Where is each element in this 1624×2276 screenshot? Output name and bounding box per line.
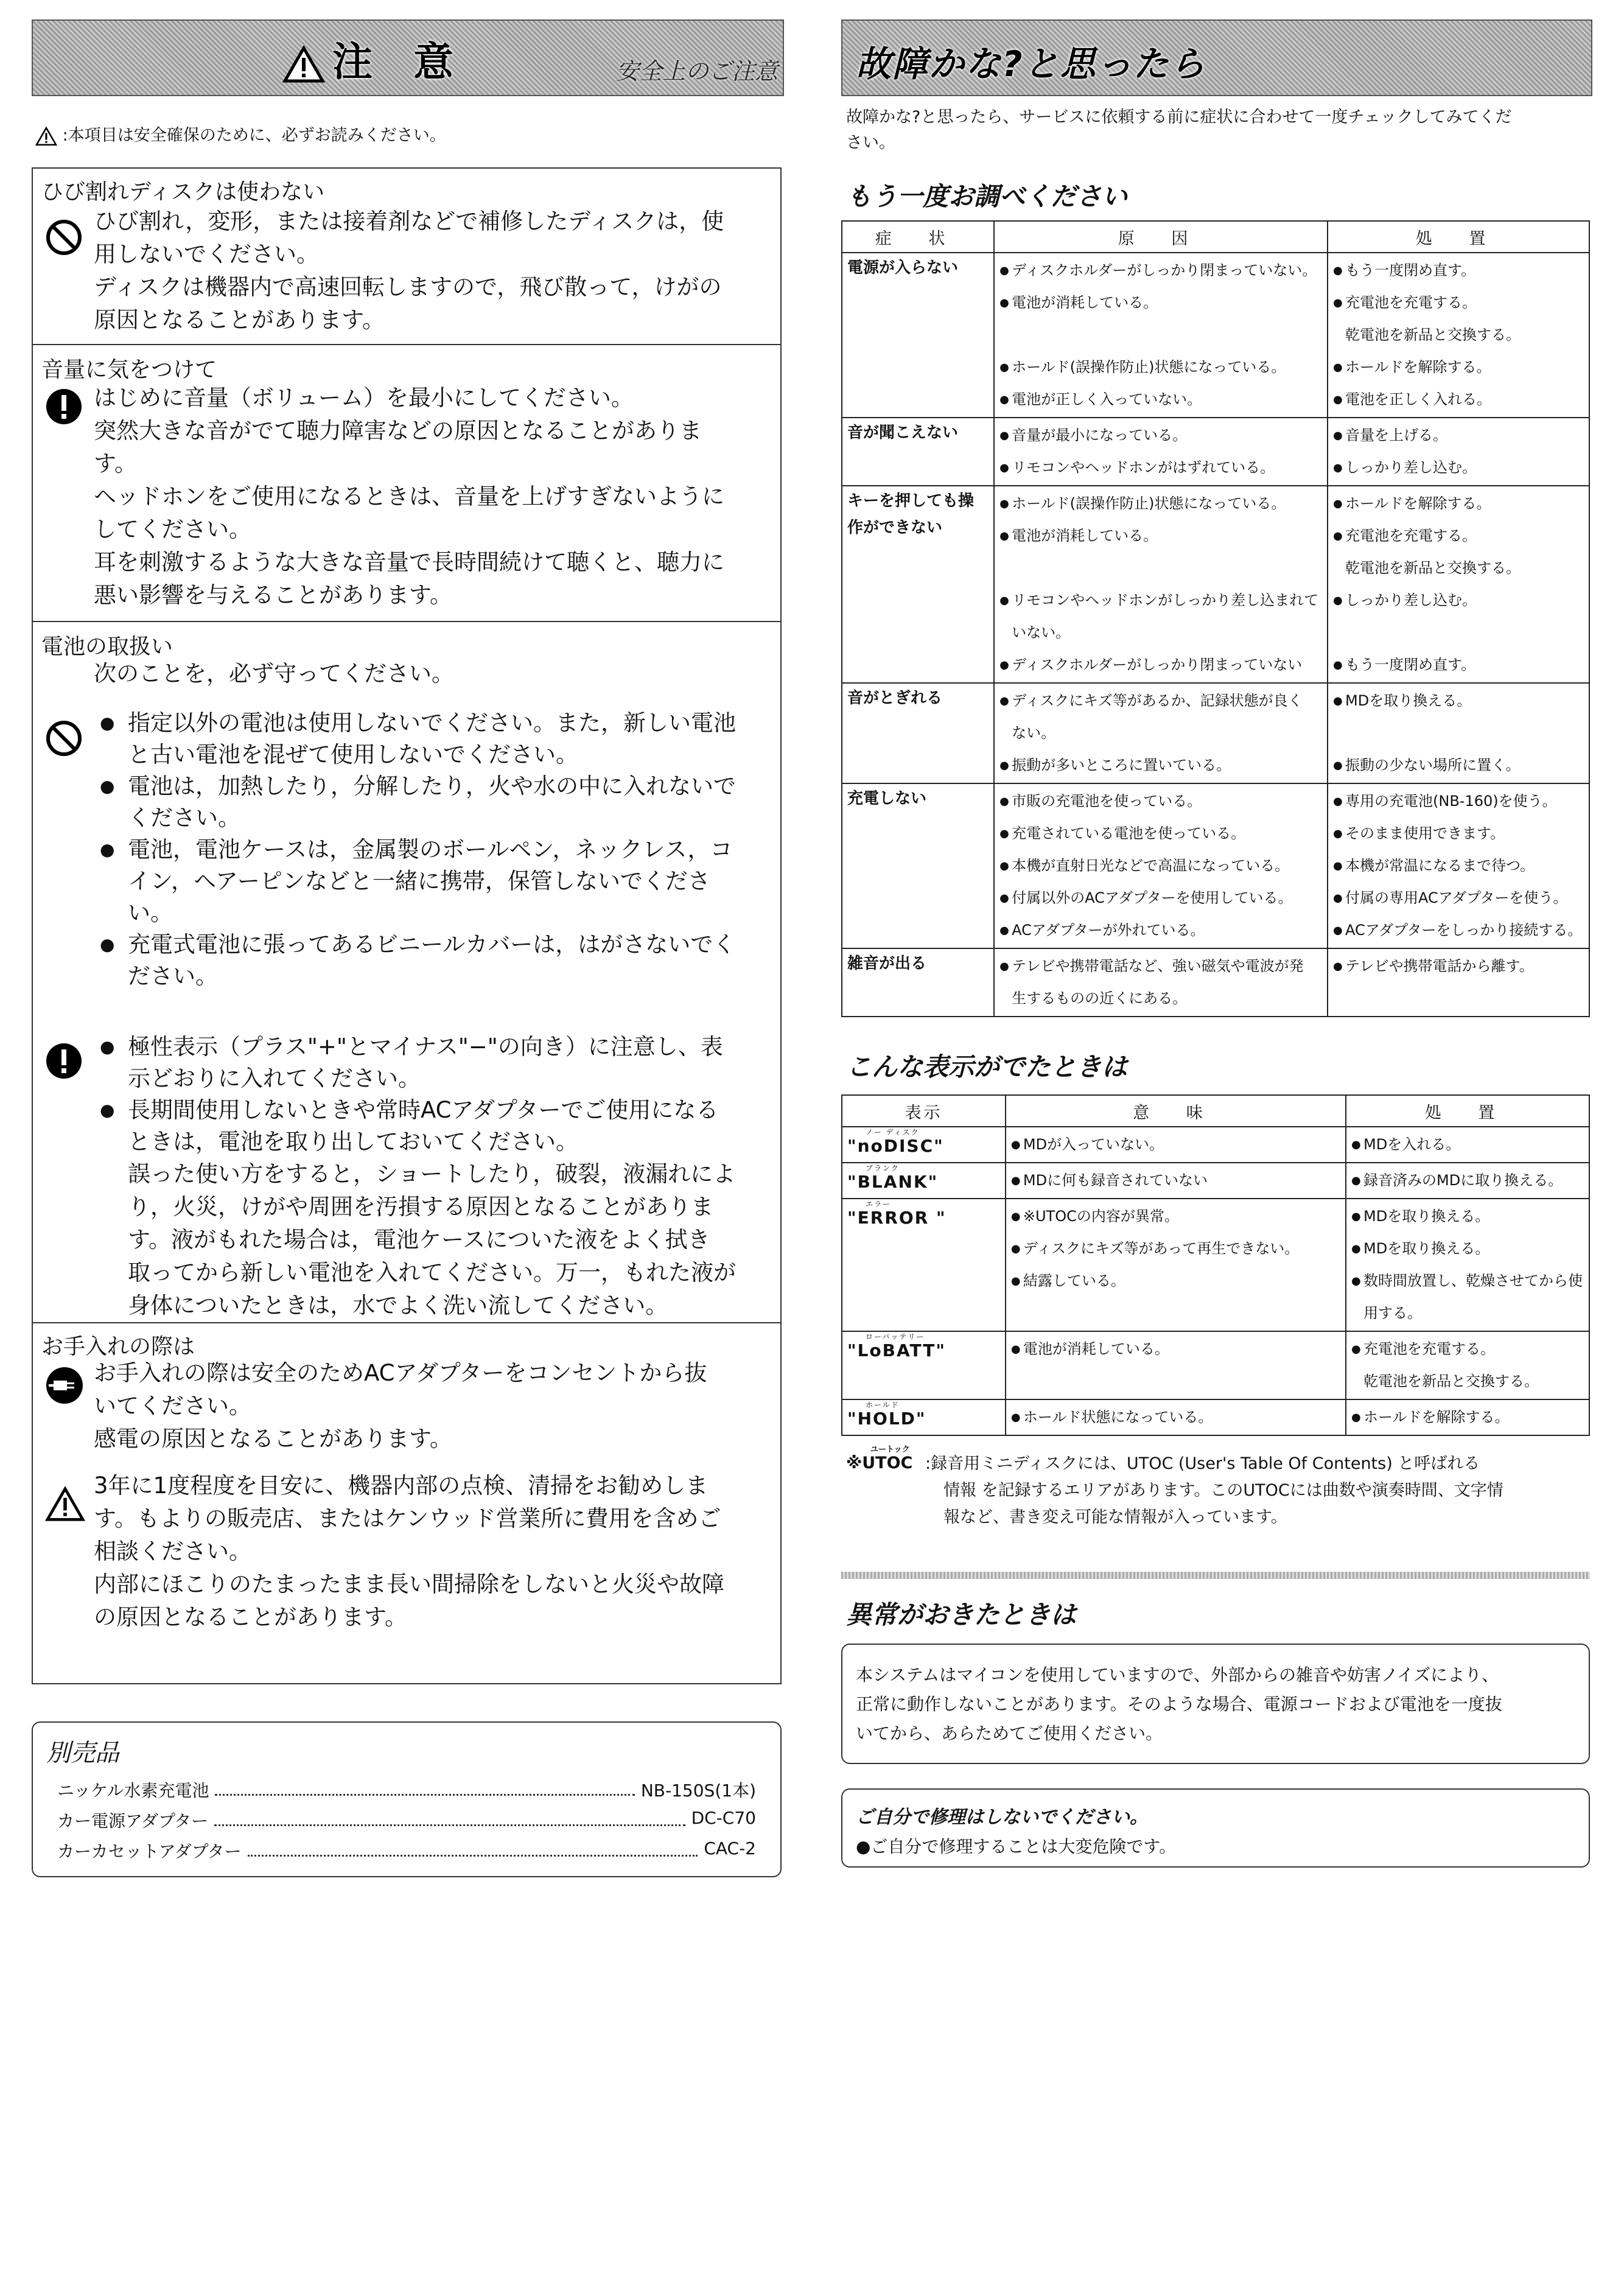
table-row: [842, 948, 1589, 1017]
display-heading: こんな表示がでたときは: [846, 1052, 1128, 1082]
divider: [841, 1572, 1590, 1579]
symptom-text: 音が聞こえない: [847, 424, 959, 442]
remedy-text: ● 本機が常温になるまで待つ。: [1333, 850, 1584, 882]
cause-cell: [994, 783, 1328, 948]
remedy-text: ● ホールドを解除する。: [1351, 1401, 1584, 1434]
body-line: の原因となることがあります。: [94, 1604, 408, 1630]
remedy-cell: [1346, 1127, 1589, 1163]
check-heading: もう一度お調べください: [846, 181, 1128, 211]
accessory-model: CAC-2: [704, 1838, 756, 1858]
table-row: [842, 1331, 1589, 1399]
cause-text: ● ディスクにキズ等があるか、記録状態が良く: [999, 685, 1322, 717]
cause-cell: [994, 418, 1328, 486]
cause-text: いない。: [1012, 624, 1071, 641]
meaning-text: ● MDが入っていない。: [1011, 1129, 1340, 1161]
body-line: ディスクは機器内で高速回転しますので，飛び散って，けがの: [94, 274, 722, 300]
body-line: お手入れの際は安全のためACアダプターをコンセントから抜: [94, 1360, 707, 1386]
remedy-text: 乾電池を新品と交換する。: [1363, 1373, 1539, 1390]
warning-triangle-icon: [45, 1486, 85, 1522]
ruby-text: ノー ディスク: [866, 1128, 920, 1136]
cause-text: ない。: [1012, 724, 1056, 741]
table-row: [842, 1163, 1589, 1199]
list-line: ● 充電式電池に張ってあるビニールカバーは，はがさないでく: [128, 931, 736, 958]
cause-text: 生するものの近くにある。: [1012, 990, 1188, 1007]
warning-triangle-icon: [282, 46, 325, 83]
list-item: [100, 929, 775, 992]
cause-text: ● ホールド(誤操作防止)状態になっている。: [999, 488, 1322, 520]
ruby-text: ローバッテリー: [866, 1332, 925, 1341]
cause-text: ● 本機が直射日光などで高温になっている。: [999, 850, 1322, 882]
accessory-model: NB-150S(1本): [640, 1781, 756, 1801]
table-row: [842, 418, 1589, 486]
caution-box: [32, 167, 782, 1684]
list-item: [100, 707, 775, 771]
remedy-text: ● 振動の少ない場所に置く。: [1333, 749, 1584, 782]
meaning-text: ● MDに何も録音されていない: [1011, 1164, 1340, 1197]
remedy-text: ● 充電池を充電する。: [1333, 520, 1584, 552]
accessory-model: DC-C70: [691, 1808, 756, 1828]
meaning-cell: [1006, 1127, 1346, 1163]
list-line: ● 電池は，加熱したり，分解したり，火や水の中に入れないで: [128, 773, 736, 799]
remedy-cell: [1328, 683, 1589, 783]
cause-cell: [994, 486, 1328, 683]
remedy-text: 乾電池を新品と交換する。: [1345, 559, 1521, 576]
remedy-text: ● しっかり差し込む。: [1333, 584, 1584, 617]
utoc-text: [925, 1451, 1589, 1531]
section-title: 音量に気をつけて: [41, 357, 217, 382]
cause-cell: [994, 948, 1328, 1017]
column-header: 処 置: [1346, 1095, 1589, 1127]
body-line: いてください。: [94, 1393, 251, 1419]
list-line: と古い電池を混ぜて使用しないでください。: [128, 741, 578, 768]
troubleshooting-intro: [846, 105, 1589, 156]
body-line: 用しないでください。: [94, 241, 319, 267]
meaning-cell: [1006, 1331, 1346, 1399]
prohibition-icon: [45, 219, 83, 256]
prohibition-icon: [45, 720, 83, 757]
remedy-cell: [1328, 948, 1589, 1017]
remedy-text: ● もう一度閉め直す。: [1333, 649, 1584, 681]
cracked-disc-section: [33, 169, 780, 345]
list-item: [100, 1031, 775, 1094]
table-row: [842, 253, 1589, 418]
ruby-text: ホールド: [866, 1401, 900, 1409]
display-cell: [842, 1163, 1006, 1199]
symptom-text: 電源が入らない: [847, 259, 959, 277]
list-item: [100, 771, 775, 834]
repair-heading: ご自分で修理はしないでください。: [856, 1807, 1148, 1828]
abnormal-heading: 異常がおきたときは: [846, 1600, 1077, 1630]
meaning-cell: [1006, 1199, 1346, 1331]
symptom-cell: [842, 418, 994, 486]
remedy-cell: [1328, 418, 1589, 486]
remedy-text: ● しっかり差し込む。: [1333, 452, 1584, 484]
repair-text: ●ご自分で修理することは大変危険です。: [856, 1837, 1177, 1857]
remedy-text: ● ホールドを解除する。: [1333, 351, 1584, 383]
abnormal-text: [856, 1661, 1502, 1748]
unplug-icon: [45, 1366, 84, 1405]
utoc-label: [846, 1446, 912, 1472]
mandatory-action-icon: [45, 1042, 83, 1080]
remedy-text: ● 数時間放置し、乾燥させてから使: [1351, 1265, 1584, 1297]
body-line: 原因となることがあります。: [94, 307, 385, 333]
accessory-row: [57, 1777, 756, 1802]
volume-section: [33, 345, 780, 622]
body-line: ヘッドホンをご使用になるときは、音量を上げすぎないように: [94, 483, 724, 509]
display-cell: [842, 1199, 1006, 1331]
body-line: 本システムはマイコンを使用していますので、外部からの雑音や妨害ノイズにより、: [856, 1665, 1499, 1685]
check-table-body: [842, 253, 1589, 1017]
body-line: す。もよりの販売店、またはケンウッド営業所に費用を含めご: [94, 1505, 721, 1532]
column-header: 表示: [842, 1095, 1006, 1127]
symptom-cell: [842, 783, 994, 948]
column-header: 症 状: [842, 221, 994, 253]
cause-text: ● ホールド(誤操作防止)状態になっている。: [999, 351, 1322, 383]
remedy-cell: [1346, 1399, 1589, 1435]
accessories-box: [32, 1721, 782, 1877]
symptom-text: 作ができない: [847, 519, 943, 537]
abnormal-box: [841, 1644, 1590, 1764]
list-line: い。: [128, 900, 173, 926]
symptom-text: キーを押しても操: [847, 492, 975, 510]
display-cell: [842, 1127, 1006, 1163]
display-code: "BLANK": [847, 1172, 939, 1192]
cause-text: [999, 319, 1322, 351]
column-header: 処 置: [1328, 221, 1589, 253]
cause-text: ● ディスクホルダーがしっかり閉まっていない。: [999, 254, 1322, 287]
required-list: [100, 1031, 775, 1158]
inspection-text: [94, 1469, 724, 1634]
cause-text: ● テレビや携帯電話など、強い磁気や電波が発: [999, 950, 1322, 982]
remedy-text: ● ホールドを解除する。: [1333, 488, 1584, 520]
ruby-text: エラー: [866, 1200, 892, 1208]
repair-box: [841, 1788, 1590, 1868]
list-item: [100, 1094, 775, 1158]
display-cell: [842, 1331, 1006, 1399]
remedy-text: ● MDを入れる。: [1351, 1129, 1584, 1161]
battery-section: [33, 622, 780, 1323]
list-line: ● 極性表示（プラス"+"とマイナス"−"の向き）に注意し、表: [128, 1034, 723, 1060]
remedy-text: ● テレビや携帯電話から離す。: [1333, 950, 1584, 982]
symptom-cell: [842, 253, 994, 418]
safety-note-text: :本項目は安全確保のために、必ずお読みください。: [62, 126, 446, 145]
remedy-cell: [1328, 253, 1589, 418]
cause-text: ● 充電されている電池を使っている。: [999, 818, 1322, 850]
meaning-text: ● 電池が消耗している。: [1011, 1333, 1340, 1365]
section-title: ひび割れディスクは使わない: [41, 180, 325, 205]
body-line: 突然大きな音がでて聴力障害などの原因となることがありま: [94, 418, 702, 444]
unplug-text: [94, 1357, 707, 1455]
remedy-text: ● 電池を正しく入れる。: [1333, 383, 1584, 416]
troubleshooting-banner: [841, 19, 1592, 96]
ruby-text: ユートック: [870, 1445, 910, 1454]
display-table: [841, 1094, 1590, 1436]
accessory-name: ニッケル水素充電池: [57, 1781, 209, 1801]
list-item: [100, 834, 775, 929]
display-code: "noDISC": [847, 1136, 944, 1156]
cause-text: ● リモコンやヘッドホンがしっかり差し込まれて: [999, 584, 1322, 617]
battery-intro: 次のことを，必ず守ってください。: [94, 660, 454, 687]
leader-dots: [214, 1808, 685, 1826]
remedy-cell: [1346, 1199, 1589, 1331]
section-title: お手入れの際は: [41, 1334, 195, 1359]
remedy-text: ● ACアダプターをしっかり接続する。: [1333, 914, 1584, 947]
section-body: [94, 205, 724, 337]
body-line: 誤った使い方をすると，ショートしたり，破裂，液漏れによ: [128, 1161, 736, 1187]
body-line: 耳を刺激するような大きな音量で長時間続けて聴くと、聴力に: [94, 549, 724, 575]
remedy-text: ● 充電池を充電する。: [1333, 287, 1584, 319]
meaning-text: [1011, 1297, 1340, 1329]
column-header: 原 因: [994, 221, 1328, 253]
cause-cell: [994, 253, 1328, 418]
body-line: 内部にほこりのたまったまま長い間掃除をしないと火災や故障: [94, 1571, 724, 1597]
body-line: す。: [94, 450, 138, 477]
list-line: ください。: [128, 805, 240, 831]
section-body: [94, 382, 724, 612]
warning-triangle-icon: [35, 127, 57, 146]
body-line: 報など、書き変え可能な情報が入っています。: [943, 1508, 1287, 1527]
display-code: "LoBATT": [847, 1340, 946, 1360]
accessory-row: [57, 1838, 756, 1863]
utoc-label-text: ※UTOC: [846, 1454, 913, 1472]
banner-title: [282, 29, 467, 87]
table-row: [842, 783, 1589, 948]
remedy-cell: [1328, 486, 1589, 683]
accessory-name: カー電源アダプター: [57, 1811, 209, 1831]
list-line: ときは，電池を取り出しておいてください。: [128, 1129, 578, 1155]
body-line: してください。: [94, 516, 251, 542]
meaning-cell: [1006, 1163, 1346, 1199]
table-row: [842, 1127, 1589, 1163]
body-line: 3年に1度程度を目安に、機器内部の点検、清掃をお勧めしま: [94, 1472, 709, 1499]
meaning-text: ● ディスクにキズ等があって再生できない。: [1011, 1233, 1340, 1265]
meaning-text: [1011, 1365, 1340, 1398]
table-row: [842, 683, 1589, 783]
cause-text: ● リモコンやヘッドホンがはずれている。: [999, 452, 1322, 484]
table-row: [842, 1199, 1589, 1331]
body-line: 相談ください。: [94, 1538, 251, 1564]
ruby-text: ブランク: [866, 1164, 900, 1172]
remedy-text: [1333, 982, 1584, 1015]
meaning-cell: [1006, 1399, 1346, 1435]
remedy-text: ● 音量を上げる。: [1333, 419, 1584, 452]
body-line: :録音用ミニディスクには、UTOC (User's Table Of Contents) と呼ばれる: [925, 1454, 1480, 1473]
leader-dots: [215, 1777, 634, 1796]
body-line: す。液がもれた場合は，電池ケースについた液をよく拭き: [128, 1227, 710, 1253]
safety-note: [35, 122, 446, 146]
symptom-cell: [842, 486, 994, 683]
table-bottom-border: [842, 1435, 1589, 1436]
body-line: 感電の原因となることがあります。: [94, 1426, 453, 1452]
symptom-cell: [842, 948, 994, 1017]
display-cell: [842, 1399, 1006, 1435]
body-line: 正常に動作しないことがあります。そのような場合、電源コードおよび電池を一度抜: [856, 1694, 1502, 1714]
cause-text: ● ACアダプターが外れている。: [999, 914, 1322, 947]
meaning-text: ● ホールド状態になっている。: [1011, 1401, 1340, 1434]
list-line: ● 指定以外の電池は使用しないでください。また，新しい電池: [128, 710, 736, 736]
remedy-text: ● MDを取り換える。: [1351, 1233, 1584, 1265]
prohibited-list: [100, 707, 775, 992]
caution-title-text: 注 意: [332, 38, 467, 85]
remedy-text: ● MDを取り換える。: [1351, 1200, 1584, 1233]
remedy-text: ● 録音済みのMDに取り換える。: [1351, 1164, 1584, 1197]
meaning-text: ● ※UTOCの内容が異常。: [1011, 1200, 1340, 1233]
remedy-text: 乾電池を新品と交換する。: [1345, 326, 1521, 343]
remedy-text: [1333, 717, 1584, 749]
accessory-row: [57, 1808, 756, 1832]
remedy-text: 用する。: [1363, 1304, 1423, 1322]
accessories-title: 別売品: [46, 1739, 119, 1767]
display-code: "HOLD": [847, 1409, 926, 1429]
body-line: ひび割れ，変形，または接着剤などで補修したディスクは，使: [94, 208, 724, 234]
mandatory-action-icon: [45, 388, 83, 425]
cause-text: [999, 552, 1322, 584]
leader-dots: [248, 1838, 698, 1857]
intro-line: 故障かな?と思ったら、サービスに依頼する前に症状に合わせて一度チェックしてみてくだ: [846, 108, 1512, 127]
remedy-cell: [1346, 1331, 1589, 1399]
cause-text: ● 電池が消耗している。: [999, 520, 1322, 552]
display-table-body: [842, 1127, 1589, 1436]
symptom-text: 音がとぎれる: [847, 689, 943, 707]
remedy-text: ● 充電池を充電する。: [1351, 1333, 1584, 1365]
list-line: ● 長期間使用しないときや常時ACアダプターでご使用になる: [128, 1097, 719, 1123]
list-line: 示どおりに入れてください。: [128, 1065, 421, 1091]
list-line: ださい。: [128, 963, 218, 989]
cause-text: ● 電池が消耗している。: [999, 287, 1322, 319]
list-line: ● 電池，電池ケースは，金属製のボールペン，ネックレス，コ: [128, 836, 733, 863]
remedy-text: ● そのまま使用できます。: [1333, 818, 1584, 850]
symptom-cell: [842, 683, 994, 783]
caution-banner: [32, 19, 784, 96]
remedy-text: [1333, 617, 1584, 649]
cleaning-section: [33, 1323, 780, 1683]
body-line: はじめに音量（ボリューム）を最小にしてください。: [94, 385, 634, 411]
column-header: 意 味: [1006, 1095, 1346, 1127]
body-line: 情報 を記録するエリアがあります。このUTOCには曲数や演奏時間、文字情: [943, 1481, 1503, 1500]
list-line: イン，ヘアーピンなどと一緒に携帯，保管しないでくださ: [128, 868, 710, 894]
symptom-text: 充電しない: [847, 790, 927, 808]
cause-text: ● 付属以外のACアダプターを使用している。: [999, 882, 1322, 914]
remedy-text: ● 付属の専用ACアダプターを使う。: [1333, 882, 1584, 914]
remedy-cell: [1328, 783, 1589, 948]
remedy-text: ● MDを取り換える。: [1333, 685, 1584, 717]
intro-line: さい。: [846, 133, 895, 152]
body-line: り，火災，けがや周囲を汚損する原因となることがありま: [128, 1194, 713, 1220]
check-table: [841, 220, 1590, 1017]
remedy-text: ● 専用の充電池(NB-160)を使う。: [1333, 785, 1584, 818]
accessory-name: カーカセットアダプター: [57, 1841, 242, 1861]
section-title: 電池の取扱い: [41, 634, 173, 659]
cause-cell: [994, 683, 1328, 783]
meaning-text: ● 結露している。: [1011, 1265, 1340, 1297]
cause-text: ● ディスクホルダーがしっかり閉まっていない: [999, 649, 1322, 681]
remedy-text: ● もう一度閉め直す。: [1333, 254, 1584, 287]
table-row: [842, 1399, 1589, 1435]
banner-title: 故障かな?と思ったら: [856, 43, 1206, 85]
remedy-cell: [1346, 1163, 1589, 1199]
cause-text: ● 市販の充電池を使っている。: [999, 785, 1322, 818]
body-line: 取ってから新しい電池を入れてください。万一，もれた液が: [128, 1259, 736, 1286]
body-line: いてから、あらためてご使用ください。: [856, 1723, 1163, 1743]
cause-text: ● 音量が最小になっている。: [999, 419, 1322, 452]
cause-text: ● 振動が多いところに置いている。: [999, 749, 1322, 782]
body-line: 身体についたときは，水でよく洗い流してください。: [128, 1292, 668, 1318]
banner-subtitle: 安全上のご注意: [615, 58, 778, 85]
body-line: 悪い影響を与えることがあります。: [94, 582, 453, 608]
cause-text: ● 電池が正しく入っていない。: [999, 383, 1322, 416]
battery-warning: [128, 1158, 736, 1322]
symptom-text: 雑音が出る: [847, 954, 927, 973]
table-row: [842, 486, 1589, 683]
display-code: "ERROR ": [847, 1208, 947, 1228]
